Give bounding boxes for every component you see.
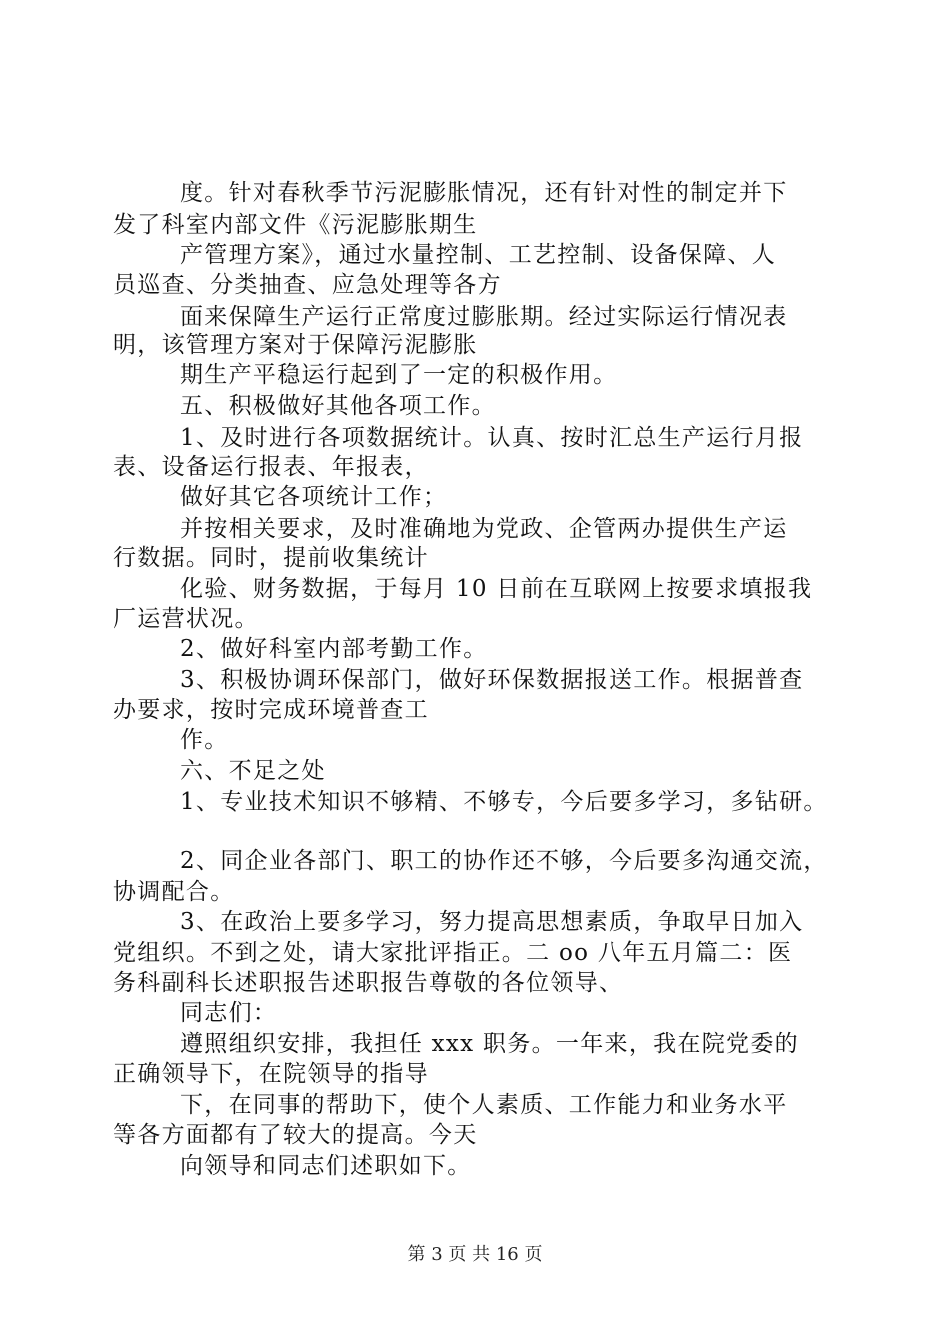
text-line: 员巡查、分类抽查、应急处理等各方 <box>113 272 502 298</box>
text-line: 遵照组织安排，我担任 xxx 职务。一年来，我在院党委的 <box>180 1031 799 1057</box>
text-line: 行数据。同时，提前收集统计 <box>113 545 429 571</box>
section-heading: 六、不足之处 <box>180 758 326 784</box>
text-line: 产管理方案》，通过水量控制、工艺控制、设备保障、人 <box>180 242 776 268</box>
text-line: 向领导和同志们述职如下。 <box>180 1153 472 1179</box>
text-line: 面来保障生产运行正常度过膨胀期。经过实际运行情况表 <box>180 304 788 330</box>
text-line: 党组织。不到之处，请大家批评指正。二 oo 八年五月篇二：医 <box>113 940 793 966</box>
text-line: 3、积极协调环保部门，做好环保数据报送工作。根据普查 <box>180 667 804 693</box>
text-line: 作。 <box>180 727 229 753</box>
text-line: 协调配合。 <box>113 879 235 905</box>
page-footer: 第 3 页 共 16 页 <box>407 1244 543 1265</box>
text-line: 期生产平稳运行起到了一定的积极作用。 <box>180 362 618 388</box>
text-line: 明，该管理方案对于保障污泥膨胀 <box>113 332 478 358</box>
text-line: 正确领导下，在院领导的指导 <box>113 1061 429 1087</box>
text-line: 化验、财务数据，于每月 10 日前在互联网上按要求填报我 <box>180 576 813 602</box>
text-line: 3、在政治上要多学习，努力提高思想素质，争取早日加入 <box>180 909 804 935</box>
text-line: 2、同企业各部门、职工的协作还不够，今后要多沟通交流， <box>180 848 828 874</box>
text-line: 并按相关要求，及时准确地为党政、企管两办提供生产运 <box>180 516 788 542</box>
text-line: 1、专业技术知识不够精、不够专，今后要多学习，多钻研。 <box>180 789 828 815</box>
section-heading: 五、积极做好其他各项工作。 <box>180 393 496 419</box>
text-line: 同志们： <box>180 1000 278 1026</box>
text-line: 厂运营状况。 <box>113 606 259 632</box>
text-line: 下，在同事的帮助下，使个人素质、工作能力和业务水平 <box>180 1092 788 1118</box>
text-line: 办要求，按时完成环境普查工 <box>113 697 429 723</box>
text-line: 表、设备运行报表、年报表， <box>113 454 429 480</box>
text-line: 务科副科长述职报告述职报告尊敬的各位领导、 <box>113 970 624 996</box>
text-line: 2、做好科室内部考勤工作。 <box>180 636 488 662</box>
text-line: 等各方面都有了较大的提高。今天 <box>113 1122 478 1148</box>
text-line: 1、及时进行各项数据统计。认真、按时汇总生产运行月报 <box>180 425 804 451</box>
text-line: 度。针对春秋季节污泥膨胀情况，还有针对性的制定并下 <box>180 180 788 206</box>
text-line: 做好其它各项统计工作； <box>180 484 448 510</box>
text-line: 发了科室内部文件《污泥膨胀期生 <box>113 212 478 238</box>
